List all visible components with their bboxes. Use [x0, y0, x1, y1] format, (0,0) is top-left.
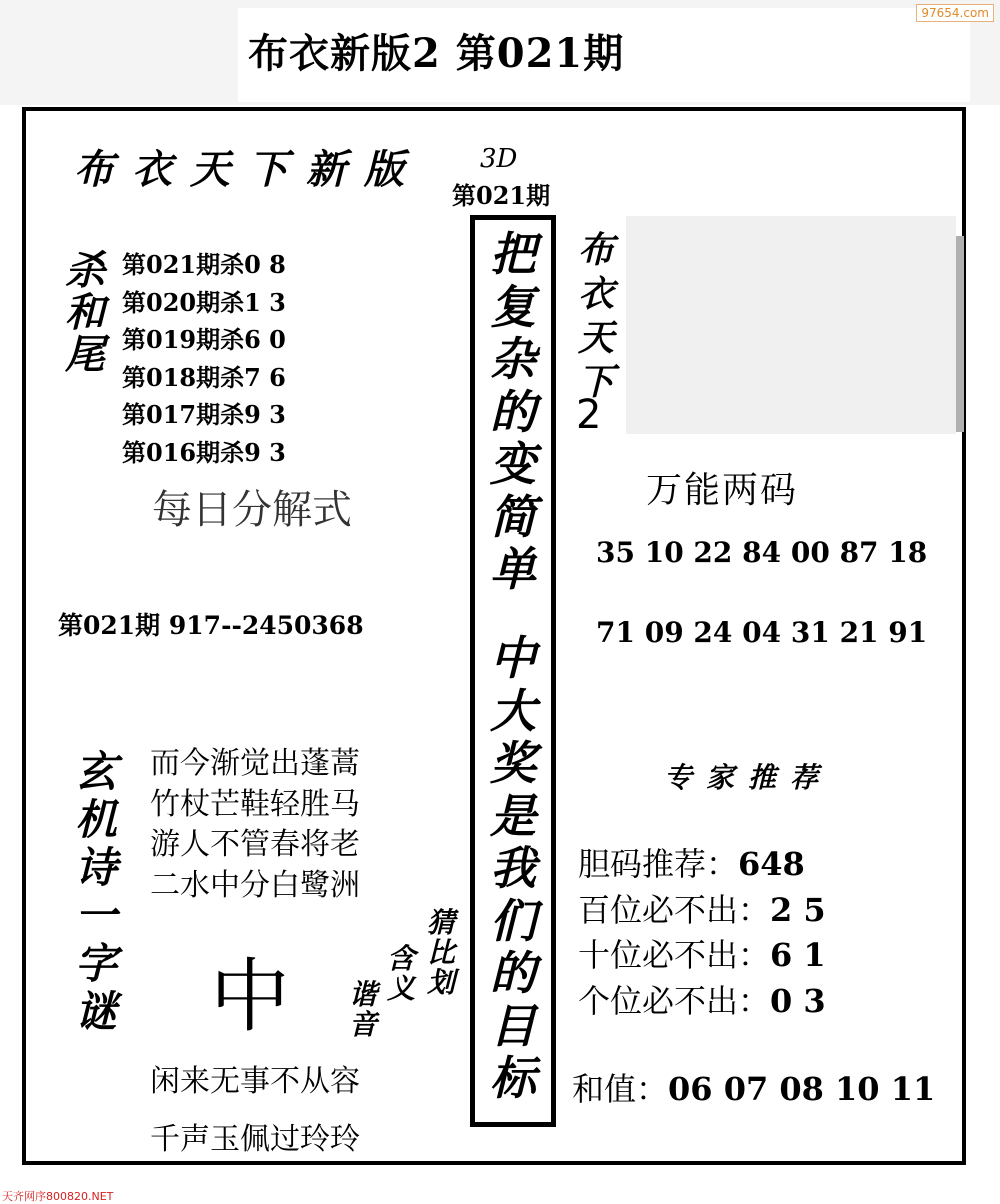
kill-row: 第017期杀9 3 [122, 400, 286, 430]
kill-label [62, 247, 108, 378]
hint-char: 谐 [348, 978, 377, 1011]
poem-label-char: 诗 [74, 843, 117, 892]
rec-row [578, 933, 826, 979]
slogan-char: 简 [490, 489, 536, 544]
side-brand-number: 2 [576, 392, 602, 438]
slogan-char: 我 [490, 841, 536, 895]
slogan-char: 标 [490, 1051, 536, 1105]
rec-row [578, 842, 826, 888]
slogan-char: 复 [490, 279, 536, 334]
kill-row: 第020期杀1 3 [122, 287, 286, 317]
slogan-bottom [475, 632, 551, 1105]
kill-label-char: 尾 [65, 331, 105, 378]
side-brand [566, 228, 626, 404]
rec-label: 胆码推荐： [578, 845, 739, 883]
poem-label-char: 玄 [74, 747, 117, 796]
universal-codes-row: 71 09 24 04 31 21 91 [596, 616, 928, 649]
hint-column [346, 980, 380, 1040]
kill-row: 第016期杀9 3 [122, 437, 286, 467]
expert-recommendations [578, 842, 826, 1024]
hint-char: 划 [426, 966, 455, 999]
expert-title: 专家推荐 [664, 761, 833, 794]
hint-char: 义 [386, 972, 415, 1005]
side-brand-char: 衣 [577, 273, 614, 315]
rec-value: 0 3 [770, 981, 826, 1020]
hint-column [384, 944, 418, 1004]
lottery-type-tag: 3D [480, 144, 518, 174]
hint-char: 猜 [426, 906, 455, 939]
slogan-box [470, 215, 556, 1127]
poem-label-char: 字 [74, 939, 117, 988]
poem-label-char: 一 [74, 891, 117, 940]
poem-line: 竹杖芒鞋轻胜马 [150, 786, 360, 822]
universal-codes-title: 万能两码 [646, 470, 799, 511]
poem-line: 二水中分白鹭洲 [150, 867, 360, 903]
verse-line: 千声玉佩过玲玲 [150, 1122, 360, 1157]
rec-label: 十位必不出： [578, 936, 771, 974]
slogan-char: 的 [490, 946, 536, 1000]
edge-bar [956, 236, 964, 432]
slogan-char: 大 [490, 683, 536, 738]
sum-label: 和值： [572, 1070, 669, 1108]
poem-line: 游人不管春将老 [150, 827, 360, 862]
slogan-top [475, 228, 551, 596]
slogan-char: 杂 [490, 332, 536, 386]
hint-char: 含 [386, 942, 415, 975]
slogan-char: 把 [490, 227, 536, 281]
slogan-char: 们 [490, 893, 536, 948]
rec-value: 6 1 [770, 936, 826, 974]
kill-label-char: 和 [65, 289, 105, 336]
rec-label: 百位必不出： [578, 890, 771, 929]
rec-label: 个位必不出： [578, 981, 771, 1020]
site-watermark: 97654.com [916, 4, 994, 22]
daily-formula-title: 每日分解式 [152, 487, 352, 533]
kill-row: 第021期杀0 8 [122, 250, 286, 279]
poem-label [60, 748, 132, 1036]
issue-number: 第021期 [452, 181, 551, 210]
side-brand-char: 天 [577, 317, 614, 359]
riddle-character: 中 [210, 950, 290, 1043]
hint-column [424, 908, 458, 998]
page-title: 布衣新版2 第021期 [248, 30, 625, 77]
sum-values [572, 1064, 935, 1110]
image-placeholder [626, 216, 956, 434]
poem-label-char: 谜 [74, 987, 117, 1036]
slogan-char: 目 [490, 998, 536, 1053]
kill-row: 第019期杀6 0 [122, 325, 286, 355]
rec-value: 648 [738, 845, 805, 883]
side-brand-char: 布 [577, 229, 614, 271]
hint-char: 音 [348, 1008, 377, 1041]
hint-char: 比 [426, 936, 455, 969]
mystery-poem [150, 744, 360, 906]
rec-value: 2 5 [770, 890, 826, 929]
verse-line: 闲来无事不从容 [150, 1064, 360, 1099]
rec-row [578, 979, 826, 1025]
sum-value: 06 07 08 10 11 [668, 1070, 936, 1108]
slogan-char: 中 [490, 631, 536, 685]
poster-title: 布衣天下新版 [74, 146, 422, 193]
poem-line: 而今渐觉出蓬蒿 [150, 746, 360, 781]
kill-label-char: 杀 [65, 247, 105, 294]
kill-list [122, 246, 286, 472]
daily-formula-line: 第021期 917--2450368 [58, 611, 364, 640]
slogan-char: 单 [490, 542, 536, 596]
poem-label-char: 机 [74, 795, 117, 844]
side-brand-char: 下 [577, 361, 614, 403]
rec-row [578, 888, 826, 934]
slogan-char: 奖 [490, 736, 536, 790]
footer-watermark: 天齐网序800820.NET [2, 1190, 114, 1203]
slogan-char: 的 [490, 384, 536, 439]
slogan-char: 变 [490, 437, 536, 491]
slogan-char: 是 [490, 788, 536, 843]
universal-codes-row: 35 10 22 84 00 87 18 [596, 536, 928, 569]
kill-row: 第018期杀7 6 [122, 362, 286, 392]
